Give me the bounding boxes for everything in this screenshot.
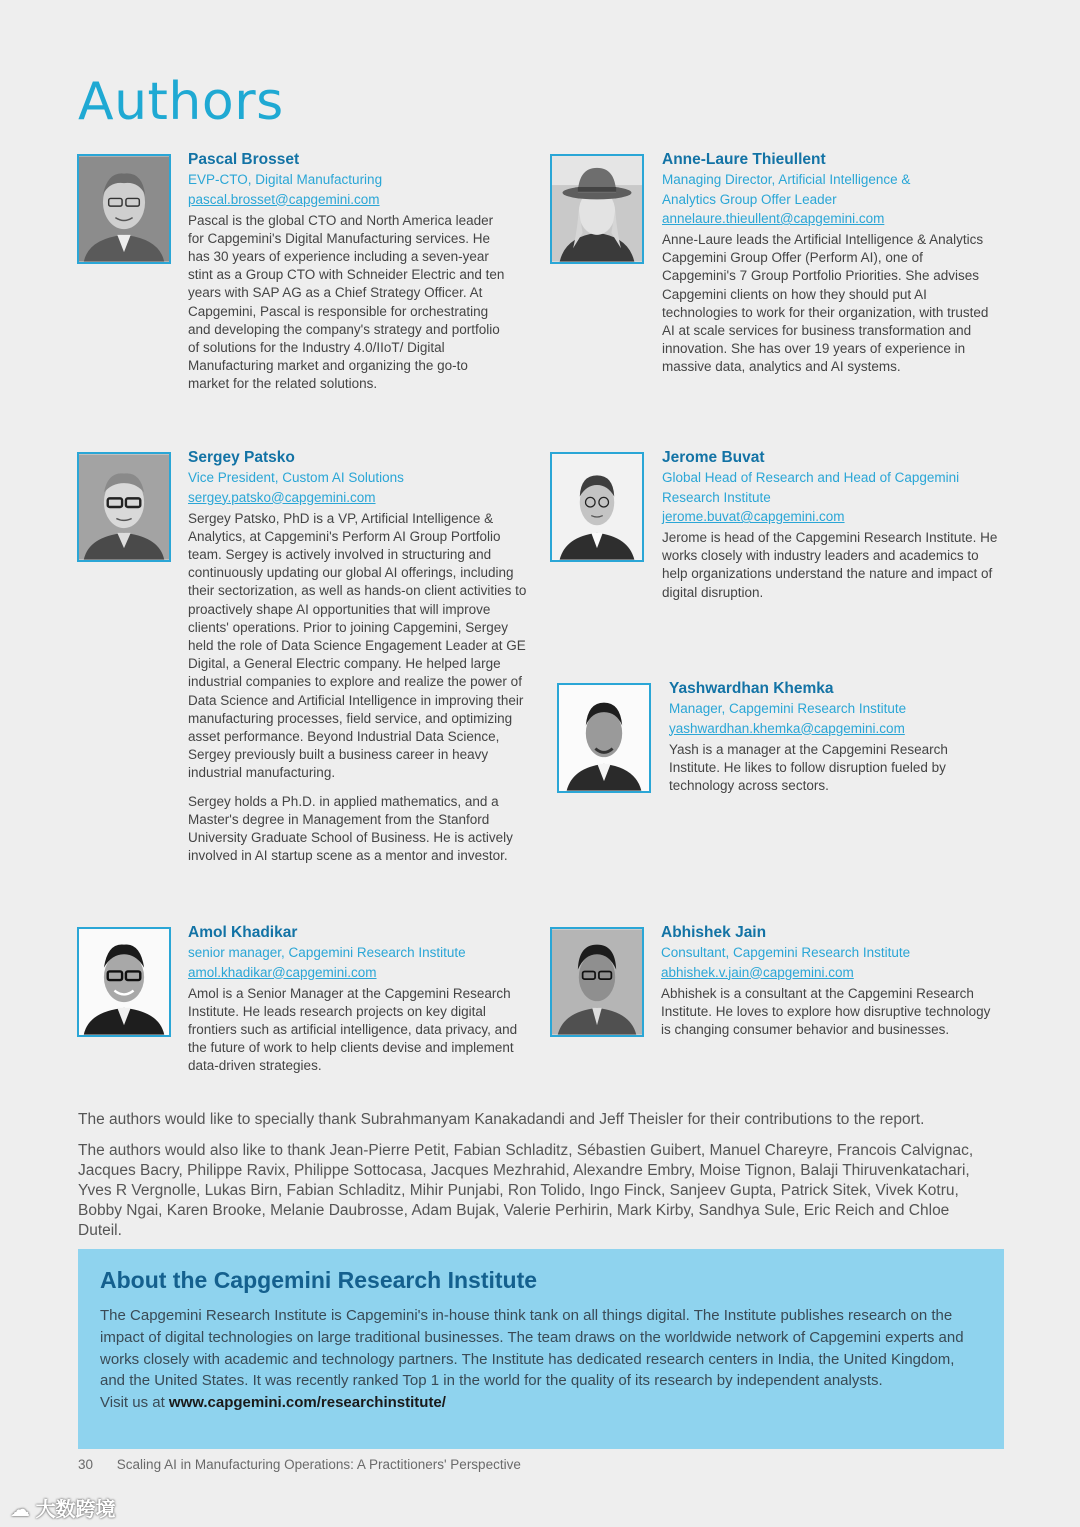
author-name: Amol Khadikar <box>188 924 298 941</box>
author-email-link[interactable]: sergey.patsko@capgemini.com <box>188 489 376 505</box>
portrait-image <box>79 929 169 1035</box>
visit-prefix: Visit us at <box>100 1394 169 1412</box>
watermark <box>10 1493 116 1522</box>
about-title: About the Capgemini Research Institute <box>100 1267 538 1293</box>
report-title: Scaling AI in Manufacturing Operations: A Practitioners' Perspective <box>116 1457 521 1472</box>
author-role: Consultant, Capgemini Research Institute <box>661 945 911 960</box>
about-box <box>78 1249 1004 1449</box>
portrait-image <box>552 156 642 262</box>
portrait-image <box>79 156 169 262</box>
author-photo <box>77 452 171 562</box>
author-email-link[interactable]: yashwardhan.khemka@capgemini.com <box>669 720 905 736</box>
author-name: Abhishek Jain <box>661 924 767 941</box>
author-role: EVP-CTO, Digital Manufacturing <box>188 172 383 187</box>
portrait-image <box>79 454 169 560</box>
author-email-link[interactable]: annelaure.thieullent@capgemini.com <box>662 211 885 226</box>
page-number: 30 <box>78 1457 94 1472</box>
research-institute-link[interactable]: www.capgemini.com/researchinstitute/ <box>168 1394 446 1412</box>
author-name: Anne-Laure Thieullent <box>662 151 826 168</box>
author-name: Sergey Patsko <box>188 449 295 466</box>
watermark-logo-icon: ☁ <box>10 1499 30 1521</box>
author-email-link[interactable]: abhishek.v.jain@capgemini.com <box>661 964 854 980</box>
author-photo <box>77 927 171 1037</box>
portrait-image <box>559 685 649 791</box>
about-text: The Capgemini Research Institute is Capgemini's in-house think tank on all things digital. The Institute publishes research on the impact of digital technologies on large traditional businesses. The team draws on the worldwide network of Capgemini experts and works closely with academic and technology partners. The Institute has dedicated research centers in India, the United Kingdom, and the United States. It was recently ranked Top 1 in the world for the quality of its research by independent analysts. <box>100 1307 964 1390</box>
author-name: Jerome Buvat <box>662 449 765 466</box>
author-bio: Anne-Laure leads the Artificial Intelligence & Analytics Capgemini Group Offer (Perform AI), one of Capgemini's 7 Group Portfolio Priorities. She advises Capgemini clients on how they should put AI technologies to work for their organization, with trusted AI at scale services for business transformation and innovation. She has over 19 years of experience in massive data, analytics and AI systems. <box>662 232 989 375</box>
special-thanks: The authors would like to specially thank Subrahmanyam Kanakadandi and Jeff Theisler for their contributions to the report. <box>78 1111 925 1128</box>
author-bio: Jerome is head of the Capgemini Research Institute. He works closely with industry leaders and academics to help organizations understand the nature and impact of digital disruption. <box>662 530 998 600</box>
author-role: Managing Director, Artificial Intelligence & Analytics Group Offer Leader <box>662 172 911 207</box>
author-role: Vice President, Custom AI Solutions <box>188 470 404 485</box>
author-photo <box>550 452 644 562</box>
page-title: Authors <box>78 72 284 132</box>
author-role: Global Head of Research and Head of Capgemini Research Institute <box>662 470 960 505</box>
author-bio: Sergey Patsko, PhD is a VP, Artificial Intelligence & Analytics, at Capgemini's Perform AI Group Portfolio team. Sergey is actively involved in structuring and continuously updating our global AI offerings, including their sectorization, as well as hands-on client activities to proactively shape AI opportunities that will improve clients' operations. Prior to joining Capgemini, Sergey held the role of Data Science Engagement Leader at GE Digital, a General Electric company. He helped large industrial companies to explore and realize the power of Data Science and Artificial Intelligence in improving their manufacturing processes, field service, and optimizing asset performance. Beyond Industrial Data Science, Sergey previously built a business career in heavy industrial manufacturing. <box>188 510 527 781</box>
author-bio-continued: Sergey holds a Ph.D. in applied mathematics, and a Master's degree in Management from the Stanford University Graduate School of Business. He is actively involved in AI startup scene as a mentor and investor. <box>188 793 513 864</box>
author-photo <box>550 154 644 264</box>
author-email-link[interactable]: jerome.buvat@capgemini.com <box>662 509 845 524</box>
author-role: Manager, Capgemini Research Institute <box>669 701 907 716</box>
acknowledgements: The authors would also like to thank Jean-Pierre Petit, Fabian Schladitz, Sébastien Guibert, Manuel Chareyre, Francois Calvignac, Jacques Bacry, Philippe Ravix, Philippe Sottocasa, Jacques Mezhrahid, Alexandre Embry, Moise Tignon, Balaji Thiruvenkatachari, Yves R Vergnolle, Lukas Birn, Fabian Schladitz, Mihir Punjabi, Ron Tolido, Ingo Finck, Sanjeev Gupta, Patrick Sitek, Vivek Kotru, Bobby Ngai, Karen Brooke, Melanie Daubrosse, Adam Bujak, Valerie Perhirin, Mark Kirby, Sandhya Sule, Eric Reich and Chloe Duteil. <box>78 1142 974 1239</box>
author-bio: Pascal is the global CTO and North America leader for Capgemini's Digital Manufacturing services. He has 30 years of experience including a seven-year stint as a Group CTO with Schneider Electric and ten years with SAP AG as a Chief Strategy Officer. At Capgemini, Pascal is responsible for orchestrating and developing the company's strategy and portfolio of solutions for the Industry 4.0/IIoT/ Digital Manufacturing market and organizing the go-to market for the related solutions. <box>188 212 505 392</box>
author-email-link[interactable]: amol.khadikar@capgemini.com <box>188 964 377 980</box>
author-role: senior manager, Capgemini Research Institute <box>188 945 466 960</box>
watermark-text: 大数跨境 <box>35 1499 116 1521</box>
author-bio: Abhishek is a consultant at the Capgemini Research Institute. He loves to explore how disruptive technology is changing consumer behavior and businesses. <box>661 985 991 1037</box>
page-footer <box>78 1457 541 1472</box>
author-email-link[interactable]: pascal.brosset@capgemini.com <box>188 191 380 207</box>
author-photo <box>550 927 644 1037</box>
portrait-image <box>552 929 642 1035</box>
author-name: Yashwardhan Khemka <box>669 680 834 697</box>
author-bio: Amol is a Senior Manager at the Capgemini Research Institute. He leads research projects on key digital frontiers such as artificial intelligence, data privacy, and the future of work to help clients devise and implement data-driven strategies. <box>188 985 518 1074</box>
author-photo <box>77 154 171 264</box>
author-bio: Yash is a manager at the Capgemini Research Institute. He likes to follow disruption fueled by technology across sectors. <box>669 741 948 793</box>
author-name: Pascal Brosset <box>188 151 300 168</box>
portrait-image <box>552 454 642 560</box>
author-photo <box>557 683 651 793</box>
about-visit <box>100 1392 982 1414</box>
